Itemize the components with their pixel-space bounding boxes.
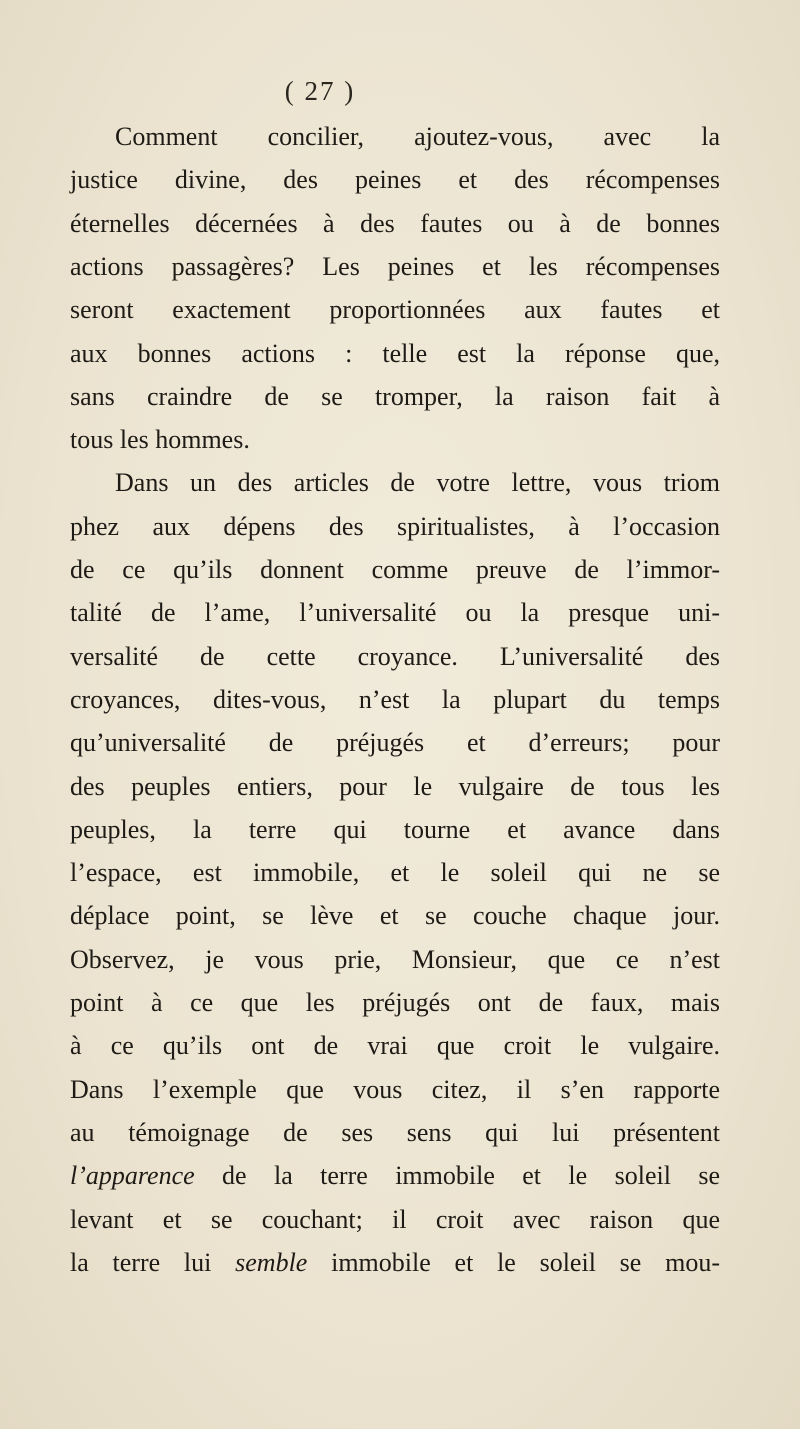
text-line <box>70 510 720 544</box>
text-segment: de la terre immobile et le soleil se <box>194 1161 720 1191</box>
text-segment: éternelles décernées à des fautes ou à de bonnes <box>70 208 720 238</box>
text-segment: des peuples entiers, pour le vulgaire de tous les <box>70 771 720 801</box>
text-line <box>70 986 720 1020</box>
text-line <box>70 683 720 717</box>
text-line <box>70 380 720 414</box>
text-line <box>70 1246 720 1280</box>
text-segment: déplace point, se lève et se couche chaque jour. <box>70 901 720 931</box>
text-line <box>70 163 720 197</box>
text-segment: Dans un des articles de votre lettre, vous triom <box>115 468 720 498</box>
text-segment: l’espace, est immobile, et le soleil qui ne se <box>70 858 720 888</box>
text-line <box>70 726 720 760</box>
text-segment: talité de l’ame, l’universalité ou la presque uni- <box>70 598 720 628</box>
text-segment: versalité de cette croyance. L’universalité des <box>70 641 720 671</box>
text-segment: phez aux dépens des spiritualistes, à l’occasion <box>70 511 720 541</box>
text-line <box>70 423 250 457</box>
text-line <box>70 640 720 674</box>
text-line <box>70 770 720 804</box>
text-line <box>70 250 720 284</box>
italic-text: semble <box>235 1247 308 1277</box>
text-line <box>70 899 720 933</box>
text-line <box>70 1029 720 1063</box>
text-segment: sans craindre de se tromper, la raison fait à <box>70 381 720 411</box>
text-segment: de ce qu’ils donnent comme preuve de l’immor- <box>70 555 720 584</box>
text-line <box>70 856 720 890</box>
page-number: ( 27 ) <box>284 76 356 106</box>
text-line <box>70 293 720 327</box>
text-line <box>70 1159 720 1193</box>
text-segment: actions passagères? Les peines et les récompenses <box>70 251 720 281</box>
italic-text: l’apparence <box>70 1161 195 1191</box>
text-segment: seront exactement proportionnées aux fautes et <box>70 295 720 325</box>
text-segment: justice divine, des peines et des récompenses <box>70 165 720 195</box>
text-segment: la terre lui <box>70 1247 236 1277</box>
text-segment: immobile et le soleil se mou- <box>307 1247 720 1277</box>
text-segment: peuples, la terre qui tourne et avance dans <box>70 814 720 844</box>
text-line <box>70 207 720 241</box>
text-line <box>115 120 720 154</box>
text-segment: croyances, dites-vous, n’est la plupart du temps <box>70 684 720 714</box>
text-line <box>70 553 720 587</box>
text-line <box>70 813 720 847</box>
text-segment: point à ce que les préjugés ont de faux, mais <box>70 988 720 1017</box>
text-line <box>70 1116 720 1150</box>
text-segment: Dans l’exemple que vous citez, il s’en rapporte <box>70 1074 720 1104</box>
text-segment: Comment concilier, ajoutez-vous, avec la <box>115 122 720 151</box>
text-line <box>70 1073 720 1107</box>
text-segment: aux bonnes actions : telle est la réponse que, <box>70 338 720 368</box>
text-segment: qu’universalité de préjugés et d’erreurs; pour <box>70 728 720 758</box>
text-line <box>70 943 720 977</box>
text-segment: levant et se couchant; il croit avec raison que <box>70 1204 720 1234</box>
text-line <box>70 337 720 371</box>
text-segment: Observez, je vous prie, Monsieur, que ce n’est <box>70 944 720 974</box>
text-segment: au témoignage de ses sens qui lui présentent <box>70 1117 720 1147</box>
text-line <box>70 596 720 630</box>
text-line <box>70 1203 720 1237</box>
text-segment: à ce qu’ils ont de vrai que croit le vulgaire. <box>70 1031 720 1061</box>
text-segment: tous les hommes. <box>70 425 250 455</box>
text-line <box>115 466 720 500</box>
